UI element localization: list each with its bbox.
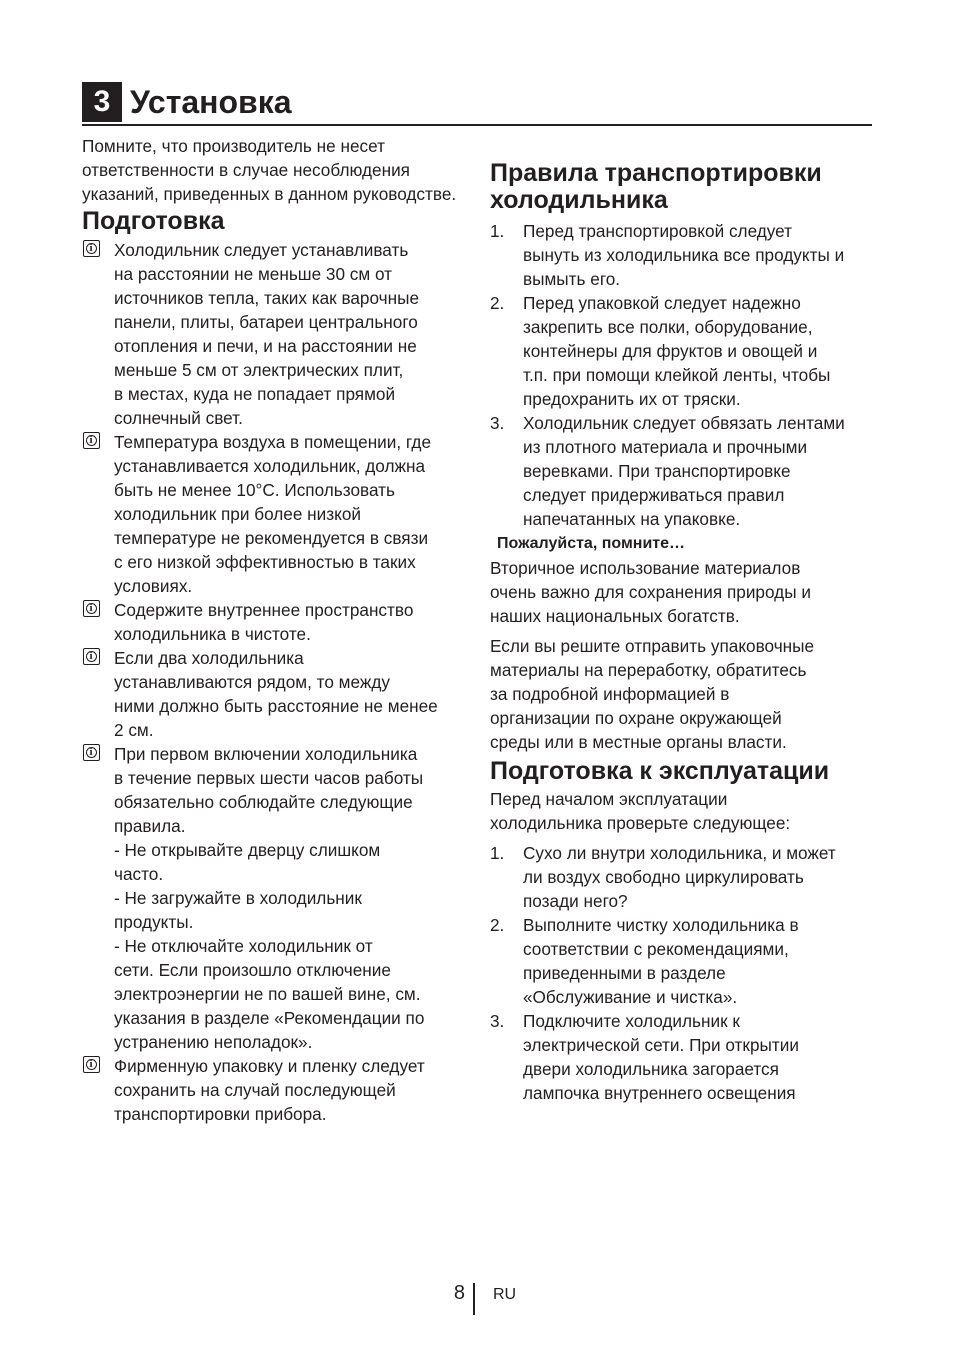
- text-line: электроэнергии не по вашей вине, см.: [114, 984, 421, 1004]
- text-line: предохранить их от тряски.: [523, 389, 741, 409]
- info-icon: [83, 744, 100, 761]
- text-line: 2 см.: [114, 720, 154, 740]
- text-line: вынуть из холодильника все продукты и: [523, 245, 845, 265]
- remember-label: Пожалуйста, помните…: [497, 535, 686, 552]
- text-line: «Обслуживание и чистка».: [523, 987, 738, 1007]
- text-line: приведенными в разделе: [523, 963, 726, 983]
- text-line: организации по охране окружающей: [490, 708, 782, 728]
- text-line: Содержите внутреннее пространство: [114, 600, 414, 620]
- note-item: [82, 598, 466, 646]
- text-line: солнечный свет.: [114, 408, 243, 428]
- info-icon: [83, 432, 100, 449]
- text-line: вымыть его.: [523, 269, 621, 289]
- info-icon: [83, 1056, 100, 1073]
- text-line: материалы на переработку, обратитесь: [490, 660, 807, 680]
- info-icon: [83, 648, 100, 665]
- text-line: продукты.: [114, 912, 194, 932]
- text-line: ними должно быть расстояние не менее: [114, 696, 438, 716]
- text-line: следует придерживаться правил: [523, 485, 785, 505]
- preparation-heading: Подготовка: [82, 207, 225, 235]
- text-line: Холодильник следует устанавливать: [114, 240, 409, 260]
- text-line: - Не загружайте в холодильник: [114, 888, 362, 908]
- text-line: меньше 5 см от электрических плит,: [114, 360, 404, 380]
- text-line: в течение первых шести часов работы: [114, 768, 424, 788]
- text-line: отопления и печи, и на расстоянии не: [114, 336, 417, 356]
- operation-intro: [490, 787, 874, 835]
- info-icon: [83, 600, 100, 617]
- chapter-title: Установка: [130, 84, 292, 120]
- text-line: холодильника в чистоте.: [114, 624, 311, 644]
- text-line: холодильник при более низкой: [114, 504, 362, 524]
- text-line: среды или в местные органы власти.: [490, 732, 787, 752]
- text-line: на расстоянии не меньше 30 см от: [114, 264, 393, 284]
- step-item: [490, 841, 874, 913]
- text-line: холодильника проверьте следующее:: [490, 813, 791, 833]
- text-line: температуре не рекомендуется в связи: [114, 528, 429, 548]
- language-code: RU: [493, 1286, 517, 1303]
- text-line: в местах, куда не попадает прямой: [114, 384, 396, 404]
- text-line: Перед транспортировкой следует: [523, 221, 793, 241]
- text-line: контейнеры для фруктов и овощей и: [523, 341, 818, 361]
- operation-steps-list: [490, 841, 874, 1105]
- transport-heading-line2: холодильника: [490, 186, 668, 214]
- step-item: [490, 1009, 874, 1105]
- recycling-info-paragraph: [490, 634, 874, 754]
- step-item: [490, 913, 874, 1009]
- text-line: - Не отключайте холодильник от: [114, 936, 373, 956]
- note-item: [82, 238, 466, 430]
- text-line: Вторичное использование материалов: [490, 558, 801, 578]
- text-line: с его низкой эффективностью в таких: [114, 552, 416, 572]
- transport-heading-line1: Правила транспортировки: [490, 159, 822, 187]
- step-number: 2.: [490, 915, 505, 935]
- step-number: 3.: [490, 413, 505, 433]
- text-line: устранению неполадок».: [114, 1032, 313, 1052]
- text-line: т.п. при помощи клейкой ленты, чтобы: [523, 365, 831, 385]
- step-item: [490, 219, 874, 291]
- text-line: Фирменную упаковку и пленку следует: [114, 1056, 425, 1076]
- step-number: 3.: [490, 1011, 505, 1031]
- text-line: Перед началом эксплуатации: [490, 789, 728, 809]
- text-line: Если вы решите отправить упаковочные: [490, 636, 815, 656]
- text-line: указания в разделе «Рекомендации по: [114, 1008, 425, 1028]
- text-line: устанавливаются рядом, то между: [114, 672, 390, 692]
- text-line: веревками. При транспортировке: [523, 461, 791, 481]
- text-line: Выполните чистку холодильника в: [523, 915, 799, 935]
- text-line: лампочка внутреннего освещения: [523, 1083, 796, 1103]
- text-line: Если два холодильника: [114, 648, 304, 668]
- text-line: позади него?: [523, 891, 628, 911]
- text-line: устанавливается холодильник, должна: [114, 456, 426, 476]
- text-line: часто.: [114, 864, 164, 884]
- step-number: 1.: [490, 843, 505, 863]
- left-column: [82, 134, 466, 1126]
- text-line: сохранить на случай последующей: [114, 1080, 396, 1100]
- text-line: электрической сети. При открытии: [523, 1035, 799, 1055]
- note-item: [82, 430, 466, 598]
- text-line: двери холодильника загорается: [523, 1059, 779, 1079]
- text-line: условиях.: [114, 576, 193, 596]
- text-line: Подключите холодильник к: [523, 1011, 740, 1031]
- text-line: сети. Если произошло отключение: [114, 960, 391, 980]
- text-line: источников тепла, таких как варочные: [114, 288, 420, 308]
- step-item: [490, 291, 874, 411]
- note-item: [82, 1054, 466, 1126]
- text-line: Сухо ли внутри холодильника, и может: [523, 843, 836, 863]
- text-line: Температура воздуха в помещении, где: [114, 432, 432, 452]
- text-line: наших национальных богатств.: [490, 606, 740, 626]
- note-item: [82, 742, 466, 1054]
- step-item: [490, 411, 874, 531]
- notes-list: [82, 238, 466, 1126]
- text-line: панели, плиты, батареи центрального: [114, 312, 418, 332]
- text-line: закрепить все полки, оборудование,: [523, 317, 813, 337]
- chapter-number: 3: [82, 82, 122, 122]
- text-line: правила.: [114, 816, 186, 836]
- text-line: Холодильник следует обвязать лентами: [523, 413, 845, 433]
- text-line: очень важно для сохранения природы и: [490, 582, 811, 602]
- text-line: транспортировки прибора.: [114, 1104, 327, 1124]
- text-line: При первом включении холодильника: [114, 744, 418, 764]
- text-line: быть не менее 10°С. Использовать: [114, 480, 395, 500]
- text-line: обязательно соблюдайте следующие: [114, 792, 413, 812]
- info-icon: [83, 240, 100, 257]
- right-column: [490, 160, 874, 1105]
- text-line: соответствии с рекомендациями,: [523, 939, 789, 959]
- note-item: [82, 646, 466, 742]
- step-number: 2.: [490, 293, 505, 313]
- page-number: 8: [453, 1282, 465, 1304]
- footer-divider: [473, 1283, 475, 1315]
- chapter-header: [82, 80, 872, 126]
- recycling-paragraph: [490, 556, 874, 628]
- operation-prep-heading: Подготовка к эксплуатации: [490, 757, 830, 785]
- text-line: напечатанных на упаковке.: [523, 509, 741, 529]
- step-number: 1.: [490, 221, 505, 241]
- text-line: за подробной информацией в: [490, 684, 730, 704]
- transport-heading: [490, 160, 874, 214]
- text-line: из плотного материала и прочными: [523, 437, 808, 457]
- text-line: - Не открывайте дверцу слишком: [114, 840, 381, 860]
- text-line: Перед упаковкой следует надежно: [523, 293, 801, 313]
- intro-paragraph: Помните, что производитель не несет ответственности в случае несоблюдения указаний, приведенных в данном руководстве.: [82, 136, 457, 204]
- text-line: ли воздух свободно циркулировать: [523, 867, 804, 887]
- transport-steps-list: [490, 219, 874, 531]
